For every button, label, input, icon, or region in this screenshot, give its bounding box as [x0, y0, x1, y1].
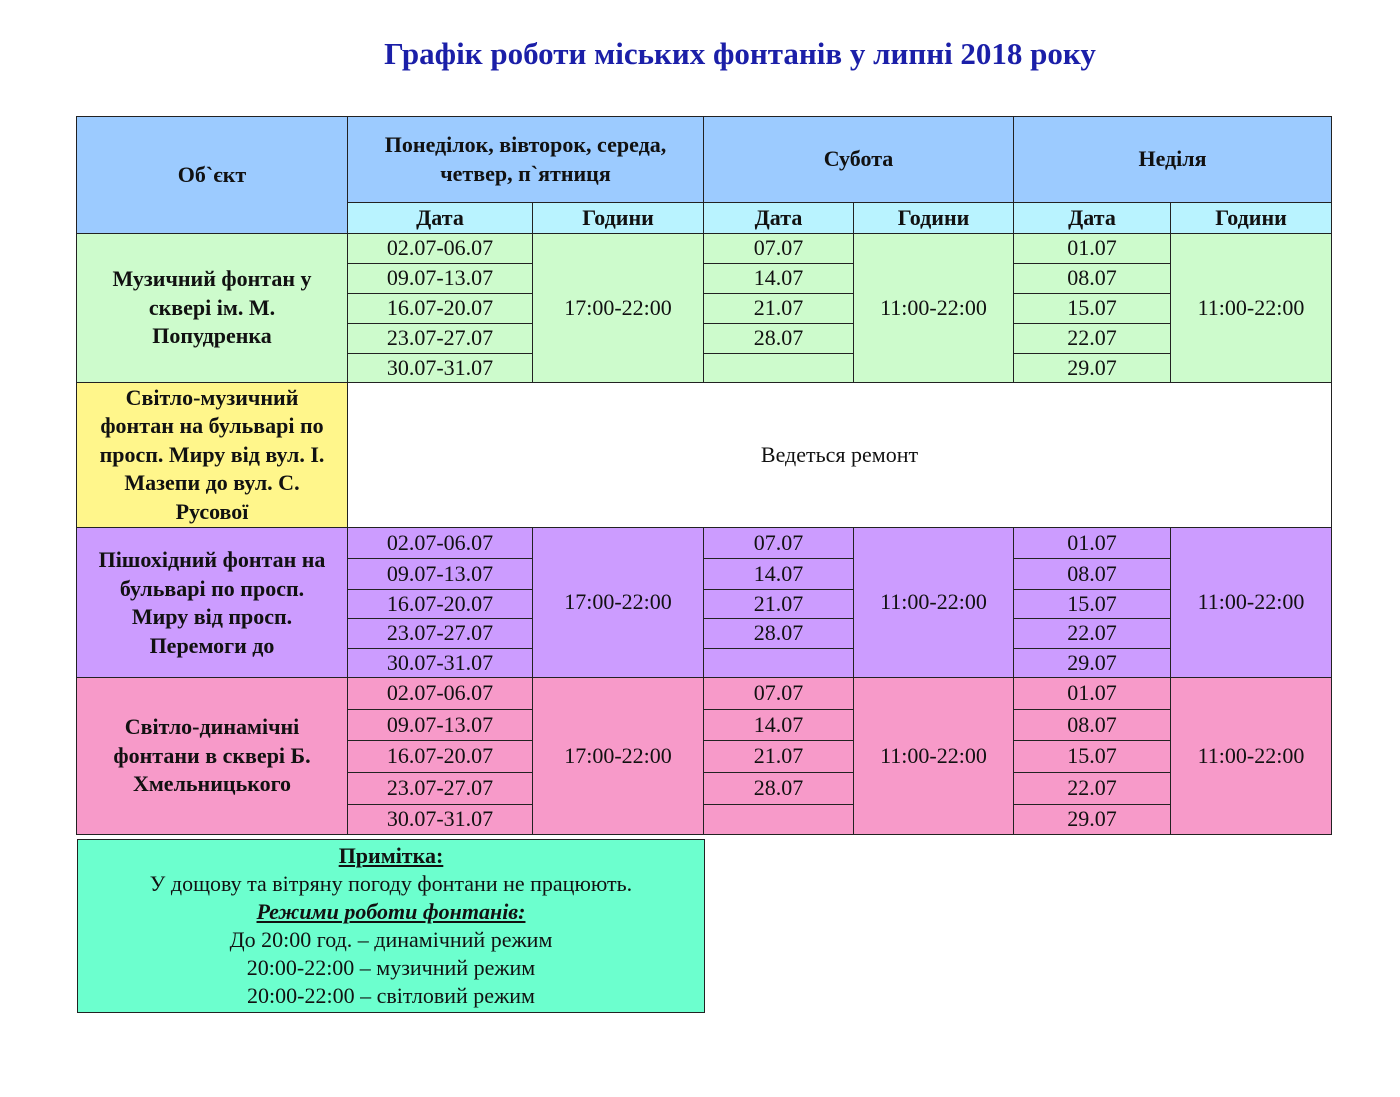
note-text: У дощову та вітряну погоду фонтани не працюють.: [149, 871, 633, 896]
sunday-date: 01.07: [1013, 677, 1171, 710]
weekday-date: 16.07-20.07: [347, 293, 533, 324]
note-box: [77, 839, 705, 1013]
repair-status: Ведеться ремонт: [347, 382, 1332, 528]
saturday-date: 21.07: [703, 293, 854, 324]
sunday-date: 22.07: [1013, 618, 1171, 649]
weekday-date: 23.07-27.07: [347, 618, 533, 649]
weekday-date: 02.07-06.07: [347, 233, 533, 264]
header-weekday-date: Дата: [347, 202, 533, 234]
schedule-table: [77, 117, 1332, 839]
weekday-hours: 17:00-22:00: [532, 233, 704, 383]
sunday-date: 15.07: [1013, 293, 1171, 324]
header-sunday: Неділя: [1013, 116, 1332, 203]
saturday-hours: 11:00-22:00: [853, 527, 1014, 678]
header-weekdays: Понеділок, вівторок, середа, четвер, п`ятниця: [347, 116, 704, 203]
weekday-hours: 17:00-22:00: [532, 527, 704, 678]
saturday-date: 14.07: [703, 263, 854, 294]
sunday-date: 29.07: [1013, 648, 1171, 678]
sunday-date: 08.07: [1013, 263, 1171, 294]
mode-item: 20:00-22:00 – світловий режим: [247, 983, 535, 1008]
saturday-date: 28.07: [703, 323, 854, 354]
weekday-date: 30.07-31.07: [347, 353, 533, 383]
saturday-date: 28.07: [703, 618, 854, 649]
sunday-hours: 11:00-22:00: [1170, 233, 1332, 383]
header-sunday-date: Дата: [1013, 202, 1171, 234]
saturday-hours: 11:00-22:00: [853, 677, 1014, 835]
mode-item: До 20:00 год. – динамічний режим: [229, 927, 553, 952]
weekday-date: 09.07-13.07: [347, 263, 533, 294]
sunday-date: 08.07: [1013, 558, 1171, 590]
weekday-date: 23.07-27.07: [347, 772, 533, 805]
mode-item: 20:00-22:00 – музичний режим: [246, 955, 536, 980]
sunday-date: 22.07: [1013, 772, 1171, 805]
weekday-date: 30.07-31.07: [347, 648, 533, 678]
saturday-date: 14.07: [703, 709, 854, 741]
weekday-date: 02.07-06.07: [347, 527, 533, 559]
weekday-date: 09.07-13.07: [347, 709, 533, 741]
sunday-date: 15.07: [1013, 589, 1171, 619]
weekday-date: 09.07-13.07: [347, 558, 533, 590]
header-object: Об`єкт: [76, 116, 348, 234]
header-sunday-hours: Години: [1170, 202, 1332, 234]
saturday-date: 07.07: [703, 233, 854, 264]
weekday-date: 02.07-06.07: [347, 677, 533, 710]
weekday-date: 16.07-20.07: [347, 740, 533, 773]
modes-heading: Режими роботи фонтанів:: [256, 899, 526, 924]
page-title: Графік роботи міських фонтанів у липні 2018 року: [384, 36, 1096, 71]
fountain-name: Світло-динамічні фонтани в сквері Б. Хмельницького: [76, 677, 348, 835]
sunday-date: 22.07: [1013, 323, 1171, 354]
saturday-date: 14.07: [703, 558, 854, 590]
sunday-date: 01.07: [1013, 527, 1171, 559]
weekday-date: 23.07-27.07: [347, 323, 533, 354]
saturday-date: 21.07: [703, 589, 854, 619]
fountain-name: Пішохідний фонтан на бульварі по просп. Миру від просп. Перемоги до: [76, 527, 348, 678]
header-saturday-hours: Години: [853, 202, 1014, 234]
saturday-date-empty: [703, 648, 854, 678]
sunday-date: 29.07: [1013, 804, 1171, 835]
sunday-date: 15.07: [1013, 740, 1171, 773]
sunday-hours: 11:00-22:00: [1170, 527, 1332, 678]
sunday-date: 29.07: [1013, 353, 1171, 383]
header-saturday: Субота: [703, 116, 1014, 203]
sunday-date: 08.07: [1013, 709, 1171, 741]
weekday-date: 16.07-20.07: [347, 589, 533, 619]
note-heading: Примітка:: [338, 843, 444, 868]
saturday-date: 28.07: [703, 772, 854, 805]
saturday-date-empty: [703, 353, 854, 383]
sunday-hours: 11:00-22:00: [1170, 677, 1332, 835]
weekday-date: 30.07-31.07: [347, 804, 533, 835]
header-saturday-date: Дата: [703, 202, 854, 234]
saturday-hours: 11:00-22:00: [853, 233, 1014, 383]
saturday-date: 07.07: [703, 677, 854, 710]
saturday-date: 07.07: [703, 527, 854, 559]
header-weekday-hours: Години: [532, 202, 704, 234]
weekday-hours: 17:00-22:00: [532, 677, 704, 835]
saturday-date: 21.07: [703, 740, 854, 773]
saturday-date-empty: [703, 804, 854, 835]
sunday-date: 01.07: [1013, 233, 1171, 264]
fountain-name: Музичний фонтан у сквері ім. М. Попудренка: [76, 233, 348, 383]
fountain-name: Світло-музичний фонтан на бульварі по просп. Миру від вул. І. Мазепи до вул. С. Русової: [76, 382, 348, 528]
